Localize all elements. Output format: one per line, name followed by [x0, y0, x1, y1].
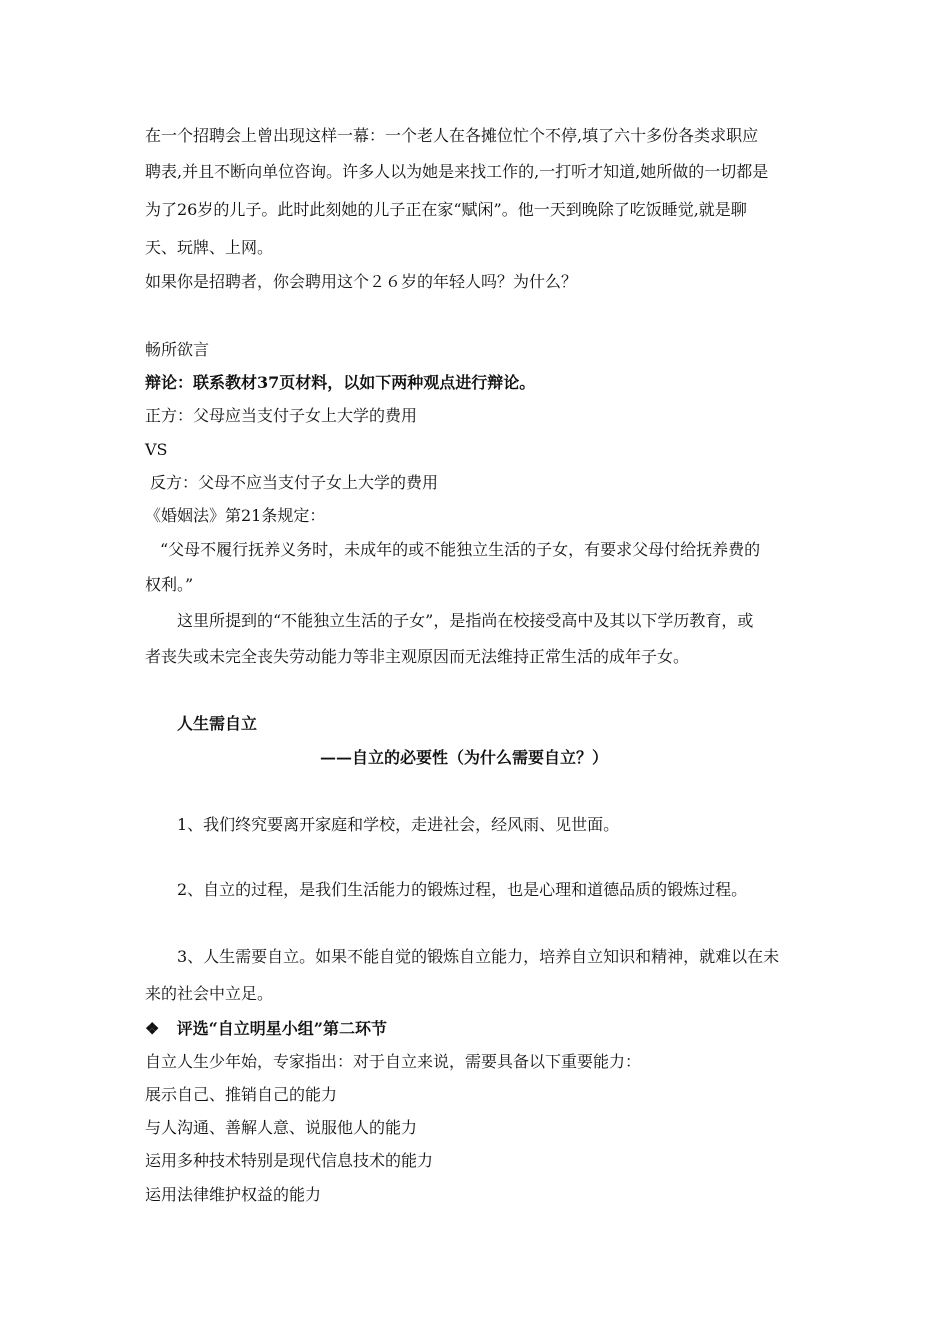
ability-item: 与人沟通、善解人意、说服他人的能力 [145, 1118, 418, 1137]
debate-con: 反方：父母不应当支付子女上大学的费用 [150, 473, 439, 492]
law-title: 《婚姻法》第21条规定： [145, 506, 326, 525]
section-title: 人生需自立 [177, 714, 258, 733]
ability-item: 运用法律维护权益的能力 [145, 1185, 322, 1204]
story-line-3: 为了26岁的儿子。此时此刻她的儿子正在家“赋闲”。他一天到晚除了吃饭睡觉,就是聊 [145, 200, 747, 219]
activity-heading: 评选“自立明星小组”第二环节 [176, 1019, 387, 1038]
debate-topic: 辩论：联系教材37页材料，以如下两种观点进行辩论。 [145, 373, 536, 392]
debate-heading: 畅所欲言 [145, 340, 210, 359]
explain-line-1: 这里所提到的“不能独立生活的子女”，是指尚在校接受高中及其以下学历教育，或 [177, 611, 754, 630]
diamond-bullet-icon: ❖ [145, 1019, 160, 1038]
debate-vs: VS [145, 440, 168, 459]
ability-item: 展示自己、推销自己的能力 [145, 1085, 338, 1104]
story-question: 如果你是招聘者，你会聘用这个２６岁的年轻人吗？为什么？ [145, 272, 578, 291]
point-3-line-2: 来的社会中立足。 [145, 984, 274, 1003]
activity-intro: 自立人生少年始，专家指出：对于自立来说，需要具备以下重要能力： [145, 1052, 642, 1071]
debate-pro: 正方：父母应当支付子女上大学的费用 [145, 406, 418, 425]
story-line-2: 聘表,并且不断向单位咨询。许多人以为她是来找工作的,一打听才知道,她所做的一切都是 [145, 162, 769, 181]
point-1: 1、我们终究要离开家庭和学校，走进社会，经风雨、见世面。 [177, 815, 620, 834]
explain-line-2: 者丧失或未完全丧失劳动能力等非主观原因而无法维持正常生活的成年子女。 [145, 647, 690, 666]
activity-heading-row [145, 1019, 387, 1039]
law-quote-line-2: 权利。” [145, 575, 194, 594]
story-line-1: 在一个招聘会上曾出现这样一幕：一个老人在各摊位忙个不停,填了六十多份各类求职应 [145, 126, 759, 145]
section-subtitle: ——自立的必要性（为什么需要自立？） [320, 748, 609, 767]
ability-item: 运用多种技术特别是现代信息技术的能力 [145, 1151, 434, 1170]
point-3-line-1: 3、人生需要自立。如果不能自觉的锻炼自立能力，培养自立知识和精神，就难以在未 [177, 947, 780, 966]
law-quote-line-1: “父母不履行抚养义务时，未成年的或不能独立生活的子女，有要求父母付给抚养费的 [160, 540, 761, 559]
point-2: 2、自立的过程，是我们生活能力的锻炼过程，也是心理和道德品质的锻炼过程。 [177, 880, 748, 899]
story-line-4: 天、玩牌、上网。 [145, 238, 274, 257]
